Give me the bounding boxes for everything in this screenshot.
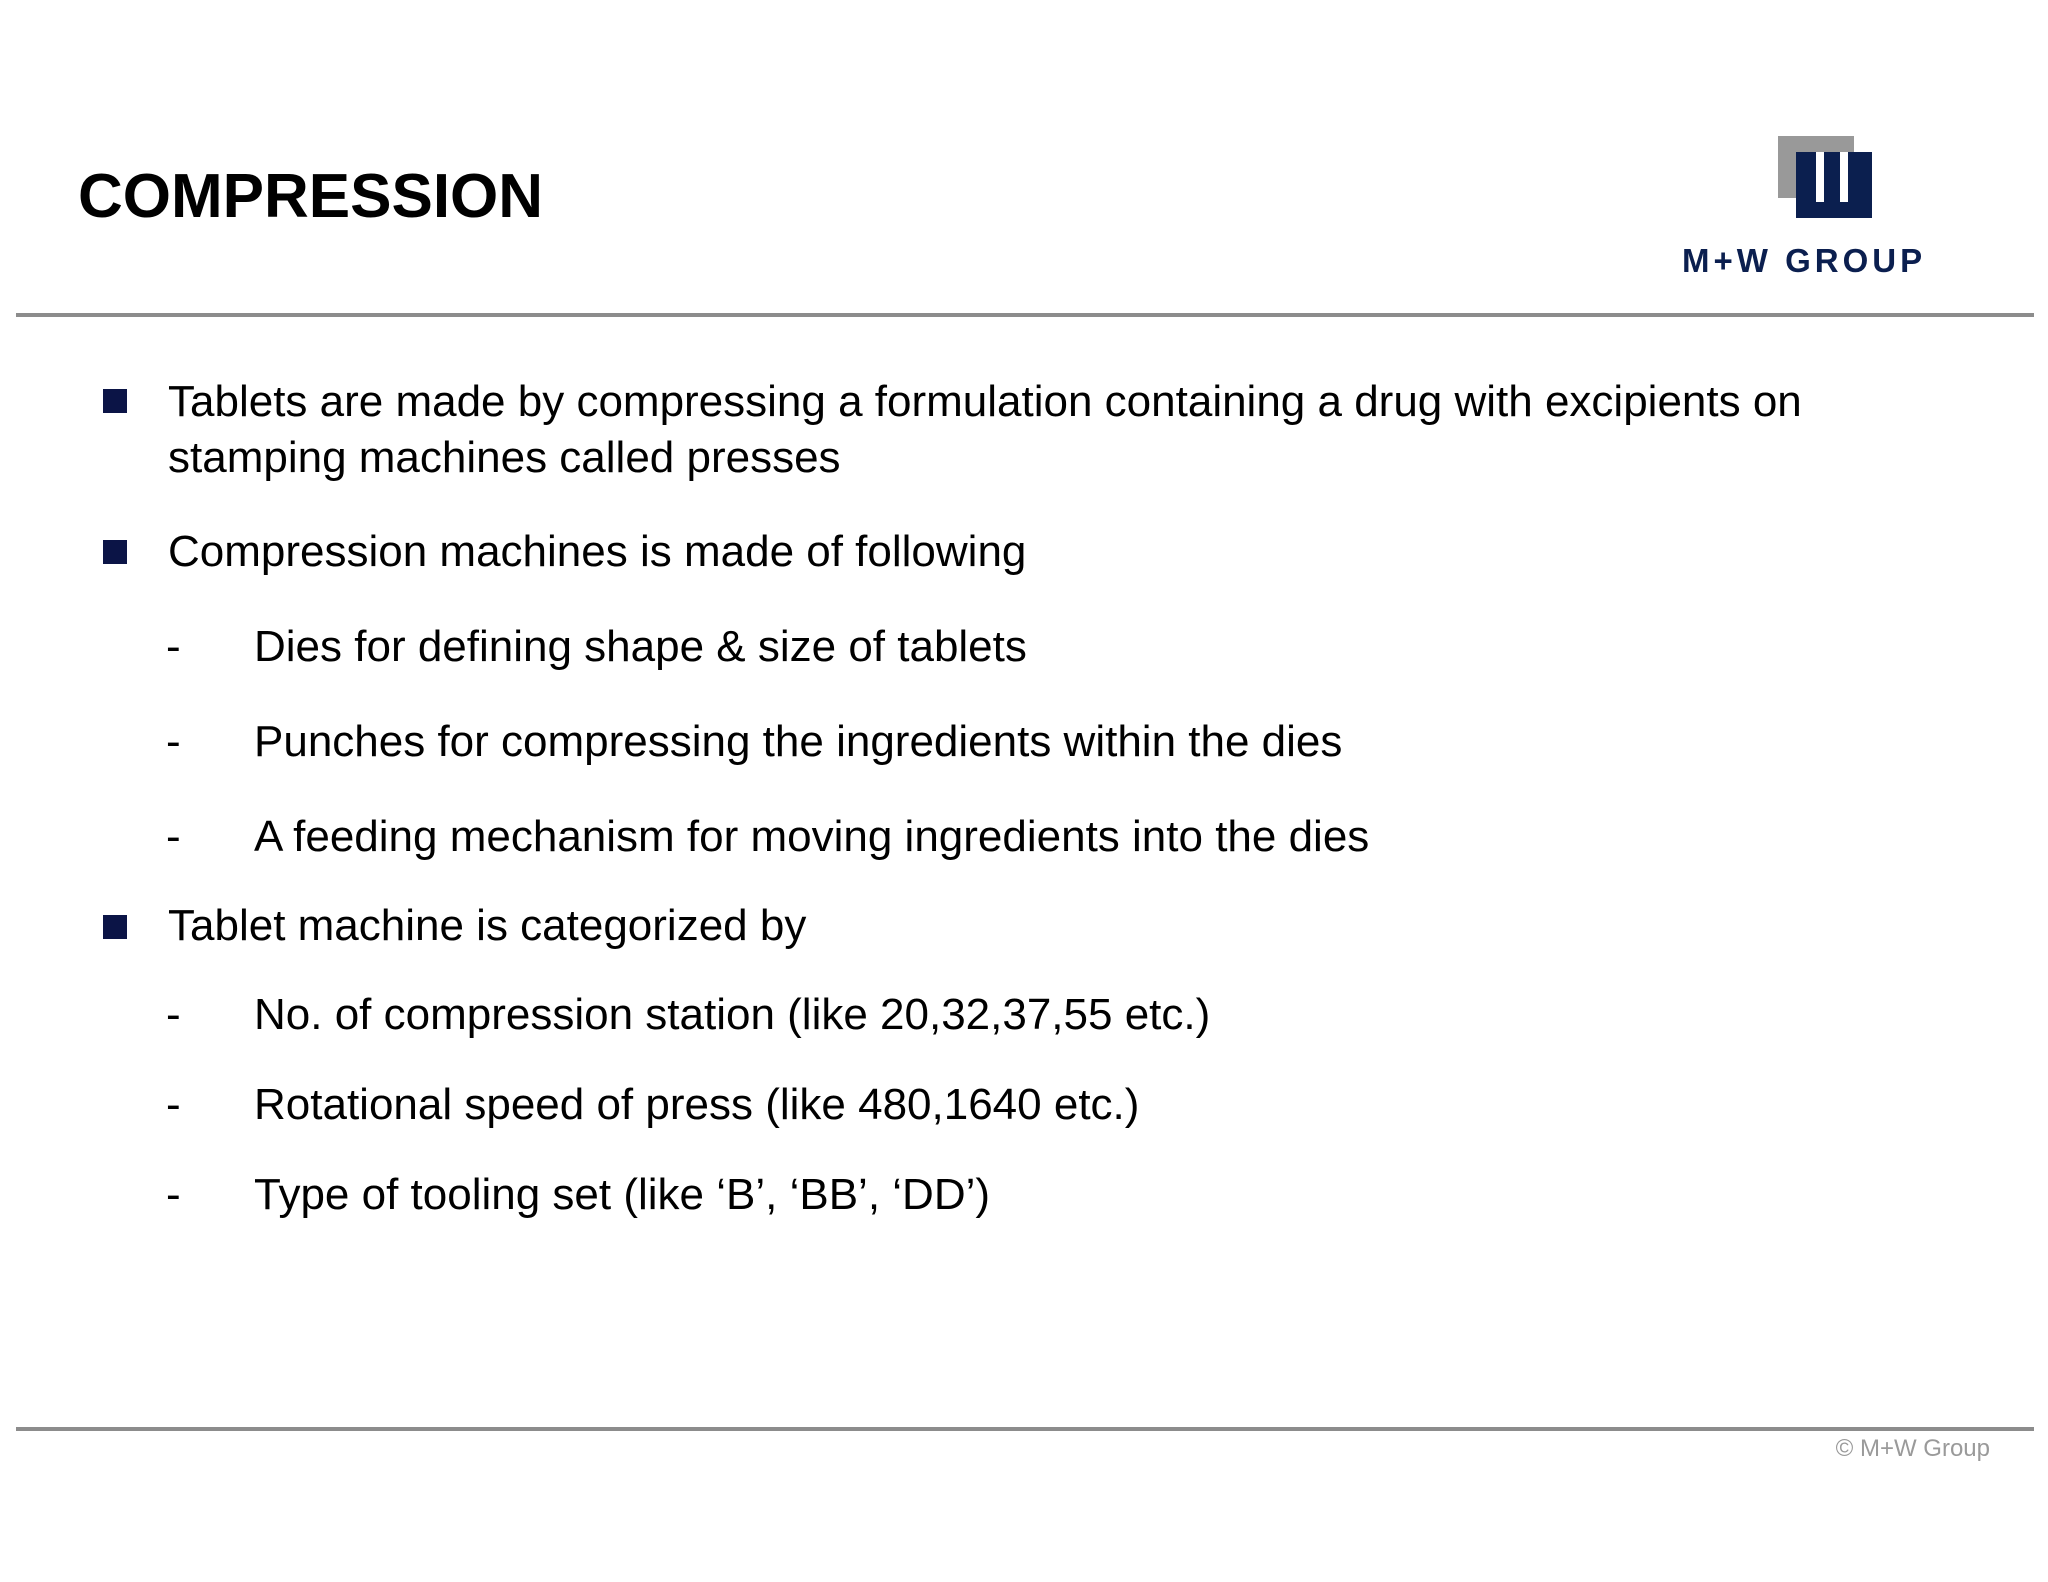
- bullet-square-icon: [103, 389, 127, 413]
- sub-item: Type of tooling set (like ‘B’, ‘BB’, ‘DD’): [254, 1170, 991, 1219]
- sub-item-marker: -: [166, 812, 181, 861]
- bullet-item: Compression machines is made of following: [168, 527, 1027, 576]
- sub-item: Punches for compressing the ingredients within the dies: [254, 717, 1343, 766]
- sub-item-marker: -: [166, 622, 181, 671]
- bullet-item: Tablets are made by compressing a formulation containing a drug with excipients on stamping machines called presses: [168, 377, 1802, 482]
- slide-title: COMPRESSION: [78, 162, 544, 231]
- bullet-item: Tablet machine is categorized by: [168, 901, 807, 950]
- sub-item-marker: -: [166, 1170, 181, 1219]
- bullet-square-icon: [103, 915, 127, 939]
- sub-item: No. of compression station (like 20,32,37,55 etc.): [254, 990, 1211, 1039]
- sub-item-marker: -: [166, 1080, 181, 1129]
- sub-item: Rotational speed of press (like 480,1640 etc.): [254, 1080, 1140, 1129]
- sub-item: A feeding mechanism for moving ingredients into the dies: [254, 812, 1370, 861]
- sub-item: Dies for defining shape & size of tablets: [254, 622, 1027, 671]
- sub-item-marker: -: [166, 717, 181, 766]
- bullet-square-icon: [103, 540, 127, 564]
- footer-divider: [16, 1427, 2034, 1431]
- sub-item-marker: -: [166, 990, 181, 1039]
- footer-copyright: © M+W Group: [1835, 1435, 1990, 1462]
- logo-wordmark: M+W GROUP: [1682, 242, 1927, 279]
